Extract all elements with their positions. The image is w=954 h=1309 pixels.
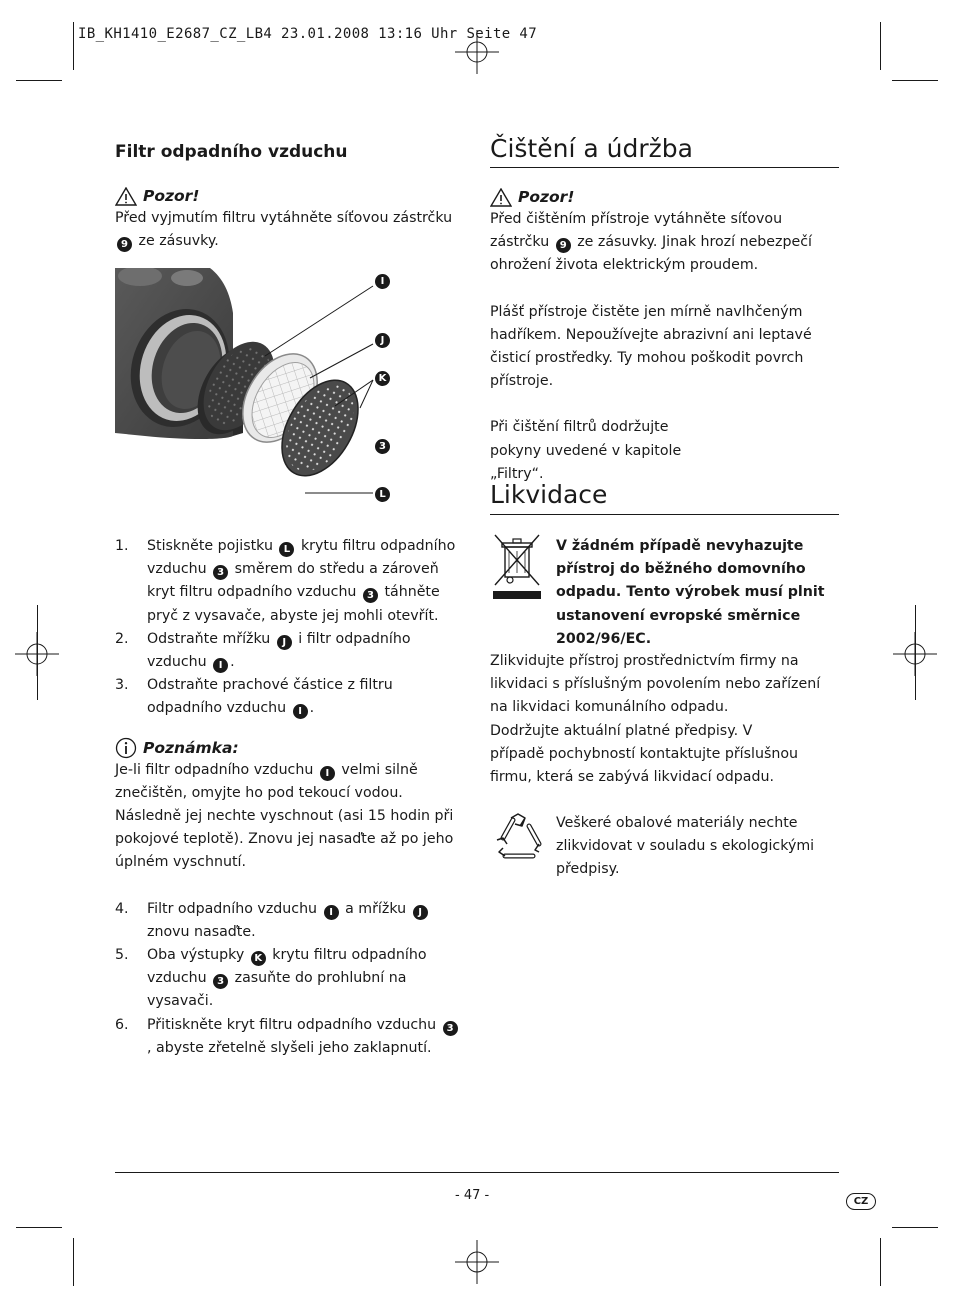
text-run: a mřížku — [340, 900, 411, 917]
text-run: zasuňte do prohlubní na vysavači. — [147, 970, 407, 1010]
footer-rule — [115, 1172, 839, 1173]
list-item — [115, 1014, 460, 1060]
filters-paragraph: Při čištění filtrů dodržujte pokyny uvedené v kapitole „Filtry“. — [490, 419, 682, 482]
housing-paragraph: Plášť přístroje čistěte jen mírně navlhčeným hadříkem. Nepoužívejte abrazivní ani leptavé čisticí prostředky. Ty mohou poškodit povrch přístroje. — [490, 303, 812, 390]
weee-warning: V žádném případě nevyhazujte přístroj do běžného domovního odpadu. Tento výrobek musí plnit ustanovení evropské směrnice 2002/96/EC. — [556, 538, 825, 647]
caution-heading — [490, 186, 840, 208]
language-badge: CZ — [846, 1193, 876, 1210]
ref-badge: 3 — [363, 588, 378, 603]
ref-badge: 3 — [443, 1021, 458, 1036]
caution-label: Pozor! — [518, 188, 575, 206]
caution-text: Před vyjmutím filtru vytáhněte síťovou zástrčku 9 ze zásuvky. — [115, 210, 453, 251]
recycle-text-block — [556, 812, 841, 882]
ref-badge: I — [324, 905, 339, 920]
step-number: 6. — [115, 1016, 129, 1033]
info-icon — [115, 737, 137, 759]
ref-badge: 3 — [213, 565, 228, 580]
text-run: krytu filtru odpadního vzduchu — [147, 538, 456, 578]
figure-label-k: K — [375, 371, 390, 386]
crop-mark — [16, 80, 62, 81]
text-run: znovu nasaďte. — [147, 923, 256, 940]
ref-badge: I — [293, 704, 308, 719]
ref-badge: I — [320, 766, 335, 781]
text-run: Filtr odpadního vzduchu — [147, 900, 322, 917]
text-run: krytu filtru odpadního vzduchu — [147, 947, 427, 987]
right-column-cleaning — [490, 186, 840, 486]
caution-text: Před čištěním přístroje vytáhněte síťovou zástrčku 9 ze zásuvky. Jinak hrozí nebezpečí ohrožení života elektrickým proudem. — [490, 211, 812, 274]
text-run: i filtr odpadního vzduchu — [147, 630, 411, 671]
ref-badge: J — [277, 635, 292, 650]
right-column-disposal-text — [490, 650, 840, 789]
crop-mark — [880, 1238, 881, 1286]
crop-mark — [880, 22, 881, 70]
figure-label-j: J — [375, 333, 390, 348]
text-run: Přitiskněte kryt filtru odpadního vzduchu — [147, 1016, 441, 1033]
ref-badge: I — [213, 658, 228, 673]
right-column-disposal — [490, 480, 840, 510]
note-text — [115, 759, 460, 875]
crop-mark — [16, 1227, 62, 1228]
text-run: Oba výstupky — [147, 947, 249, 964]
step-number: 4. — [115, 900, 129, 917]
ref-badge: K — [251, 951, 266, 966]
section-title-disposal: Likvidace — [490, 480, 608, 509]
step-number: 5. — [115, 947, 129, 964]
right-column — [490, 134, 840, 164]
ref-badge: 9 — [556, 238, 571, 253]
exhaust-filter-figure — [115, 268, 395, 508]
disposal-paragraph-2: Dodržujte aktuální platné předpisy. V případě pochybností kontaktujte příslušnou firmu, která se zabývá likvidací odpadu. — [490, 722, 798, 786]
text-run: velmi silně znečištěn, omyjte ho pod tekoucí vodou. Následně jej nechte vyschnout (asi 15 hodin při pokojové teplotě). Znovu jej nasaďte až po jeho úplném vyschnutí. — [115, 761, 454, 871]
left-column — [115, 141, 460, 253]
step-number: 1. — [115, 538, 129, 554]
step-number: 2. — [115, 630, 129, 647]
disposal-paragraph-1: Zlikvidujte přístroj prostřednictvím firmy na likvidaci s příslušným povolením nebo zařízení na likvidaci komunálního odpadu. — [490, 653, 821, 716]
crop-mark — [892, 1227, 938, 1228]
text-run: Odstraňte prachové částice z filtru odpadního vzduchu — [147, 677, 393, 717]
list-item — [115, 944, 460, 1014]
crop-mark — [73, 22, 74, 70]
title-rule — [490, 514, 839, 515]
crossed-bin-icon — [491, 533, 543, 603]
crop-mark — [37, 605, 38, 700]
step-number: 3. — [115, 677, 129, 694]
steps-list-b — [115, 898, 460, 1060]
note-label: Poznámka: — [143, 738, 239, 757]
text-run: táhněte pryč z vysavače, abyste jej mohli otevřít. — [147, 584, 440, 624]
crop-mark — [73, 1238, 74, 1286]
title-rule — [490, 167, 839, 168]
warning-triangle-icon — [490, 188, 512, 207]
caution-label: Pozor! — [143, 187, 200, 205]
caution-heading — [115, 185, 460, 207]
figure-label-3: 3 — [375, 439, 390, 454]
crop-mark — [915, 605, 916, 700]
text-run: směrem do středu a zároveň kryt filtru odpadního vzduchu — [147, 561, 439, 601]
ref-badge: L — [279, 542, 294, 557]
note-heading — [115, 737, 460, 759]
list-item — [115, 535, 460, 628]
weee-text-block — [556, 535, 846, 651]
registration-mark-icon — [455, 1240, 499, 1284]
print-header: IB_KH1410_E2687_CZ_LB4 23.01.2008 13:16 Uhr Seite 47 — [78, 26, 538, 42]
warning-triangle-icon — [115, 187, 137, 206]
section-title-cleaning: Čištění a údržba — [490, 134, 693, 163]
recycle-icon — [493, 812, 543, 860]
left-column-steps — [115, 535, 460, 1060]
list-item — [115, 898, 460, 944]
steps-list-a — [115, 535, 460, 721]
list-item — [115, 628, 460, 674]
ref-badge: 3 — [213, 974, 228, 989]
list-item — [115, 674, 460, 720]
text-run: Odstraňte mřížku — [147, 630, 275, 647]
section-title-exhaust-filter: Filtr odpadního vzduchu — [115, 142, 348, 162]
registration-mark-icon — [455, 30, 499, 74]
ref-badge: J — [413, 905, 428, 920]
crop-mark — [892, 80, 938, 81]
text-run: Je-li filtr odpadního vzduchu — [115, 761, 318, 778]
text-run: . — [309, 700, 315, 717]
page-number: - 47 - — [455, 1188, 490, 1203]
recycle-text: Veškeré obalové materiály nechte zlikvidovat v souladu s ekologickými předpisy. — [556, 815, 815, 878]
text-run: , abyste zřetelně slyšeli jeho zaklapnutí. — [147, 1039, 432, 1056]
figure-label-l: L — [375, 487, 390, 502]
text-run: . — [230, 654, 235, 671]
ref-badge: 9 — [117, 237, 132, 252]
figure-label-i: I — [375, 274, 390, 289]
text-run: Stiskněte pojistku — [147, 538, 278, 554]
